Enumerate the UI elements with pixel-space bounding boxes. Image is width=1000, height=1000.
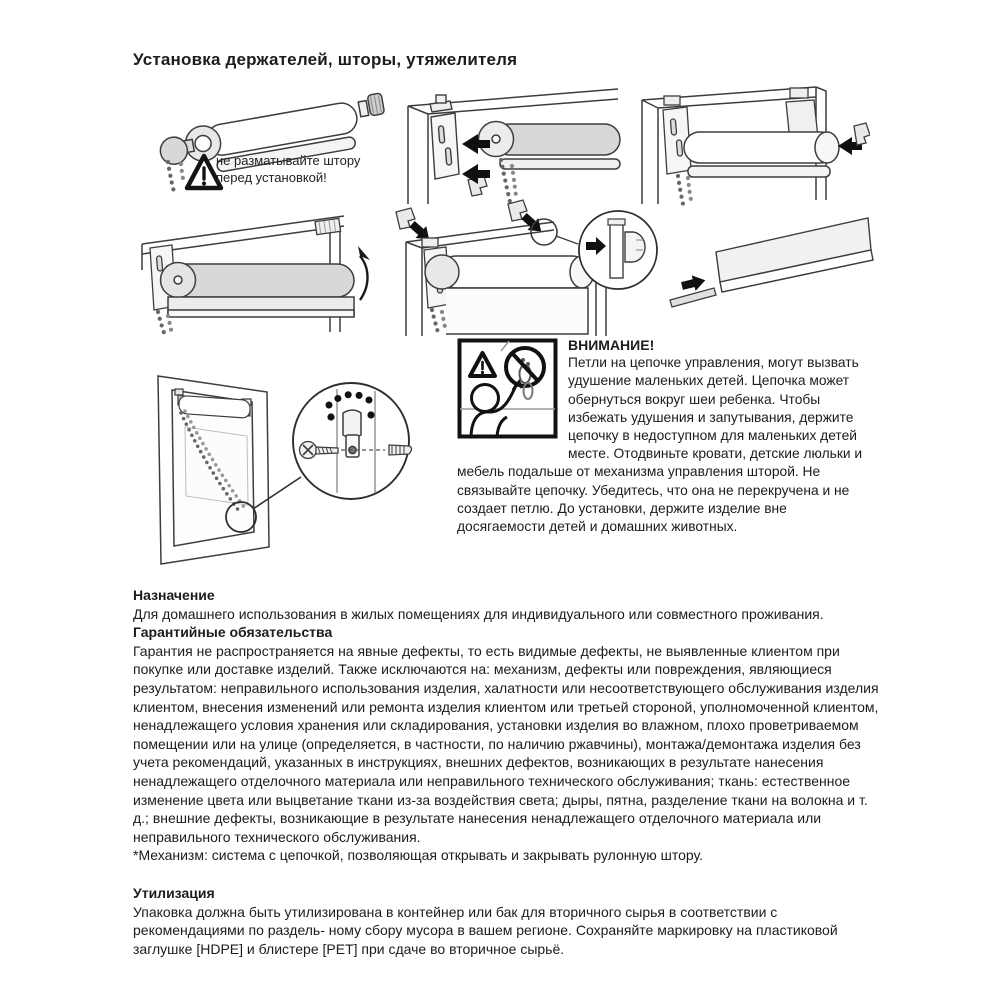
end-pin-icon (367, 93, 384, 116)
warning-title: ВНИМАНИЕ! (568, 337, 655, 353)
magnifier-circle-icon (579, 211, 657, 289)
section-text-mechanism-footnote: *Механизм: система с цепочкой, позволяющая открывать и закрывать рулонную штору. (133, 847, 704, 864)
chain-icon (432, 310, 446, 336)
end-cap-icon (625, 232, 645, 262)
warning-block (457, 336, 873, 536)
chain-icon (168, 162, 184, 192)
unroll-warning-caption: не разматывайте штору перед установкой! (216, 153, 361, 185)
illustration-attach-end-clip (630, 82, 870, 206)
dowel-icon (389, 445, 412, 455)
section-text-warranty: Гарантия не распространяется на явные дефекты, то есть видимые дефекты, не выявленные клиентом при покупке или доставке изделий. Также исключаются на: механизм, дефекты или повреждения, являющиеся результатом: неправильного использования изделия, халатности или несоответствующего обслуживания изделия клиентом, внесения изменений или ремонта изделия клиентом или третьей стороной, уполномоченной клиентом, ненадлежащего условия хранения или складирования, установки изделия во влажном, плохо проветриваемом помещении или на улице (определяется, в частности, по наличию ржавчины), монтажа/демонтажа изделия без учета рекомендаций, указанных в инструкциях, внешних дефектов, возникающих в результате нанесения ненадлежащего отделочного материала или неправильного технического обслуживания; ткань: естественное изменение цвета или выцветание ткани из-за воздействия света; дыры, пятна, разделение ткани на волокна и т. д.; внешние дефекты, возникающие в результате нанесения ненадлежащего отделочного материала или неправильного технического обслуживания. (133, 642, 879, 845)
curved-arrow-icon (358, 246, 370, 300)
roller-icon (479, 122, 621, 170)
warning-text: Петли на цепочке управления, могут вызвать удушение маленьких детей. Цепочка может обернуться вокруг шеи ребенка. Чтобы избежать удушения и запутывания, держите цепочку в недоступном для маленьких детей месте. Отодвиньте кровати, детские люльки и мебель подальше от механизма управления шторой. Не связывайте цепочку. Убедитесь, что она не перекручена и не создает петлю. До установки, держите изделие вне досягаемости детей и домашних животных. (457, 355, 863, 535)
section-heading-purpose: Назначение (133, 587, 215, 603)
fabric-panel-icon (716, 218, 873, 292)
weight-bar-icon (670, 288, 716, 307)
illustration-hook-roller-into-bracket (398, 84, 622, 206)
page-title: Установка держателей, шторы, утяжелителя (133, 50, 518, 69)
section-text-disposal: Упаковка должна быть утилизирована в контейнер или бак для вторичного сырья в соответствии с рекомендациями по раздель- ному сбору мусора в вашем регионе. Сохраняйте маркировку на пластиковой заглушке [HDPE] и блистере [PET] при сдаче во вторичное сырьё. (133, 903, 838, 957)
clip-icon (854, 123, 870, 145)
section-heading-disposal: Утилизация (133, 884, 215, 901)
illustration-chain-tensioner-mounting (145, 365, 445, 585)
arrow-left-icon (462, 134, 490, 184)
illustration-swing-roller-up (132, 208, 372, 336)
illustration-fixing-clips-detail (392, 198, 662, 338)
no-chain-near-children-icon (457, 338, 558, 439)
section-text-purpose: Для домашнего использования в жилых помещениях для индивидуального или совместного проживания. (133, 605, 824, 622)
section-heading-warranty: Гарантийные обязательства (133, 624, 333, 641)
roller-icon (425, 255, 594, 334)
roller-icon (684, 132, 839, 177)
illustration-insert-weight-bar (660, 212, 880, 322)
chain-icon (678, 176, 691, 204)
magnifier-circle-icon (293, 383, 412, 499)
bracket-icon (430, 95, 459, 179)
info-sections (133, 586, 879, 958)
roller-icon (161, 263, 355, 318)
chain-icon (158, 312, 172, 336)
